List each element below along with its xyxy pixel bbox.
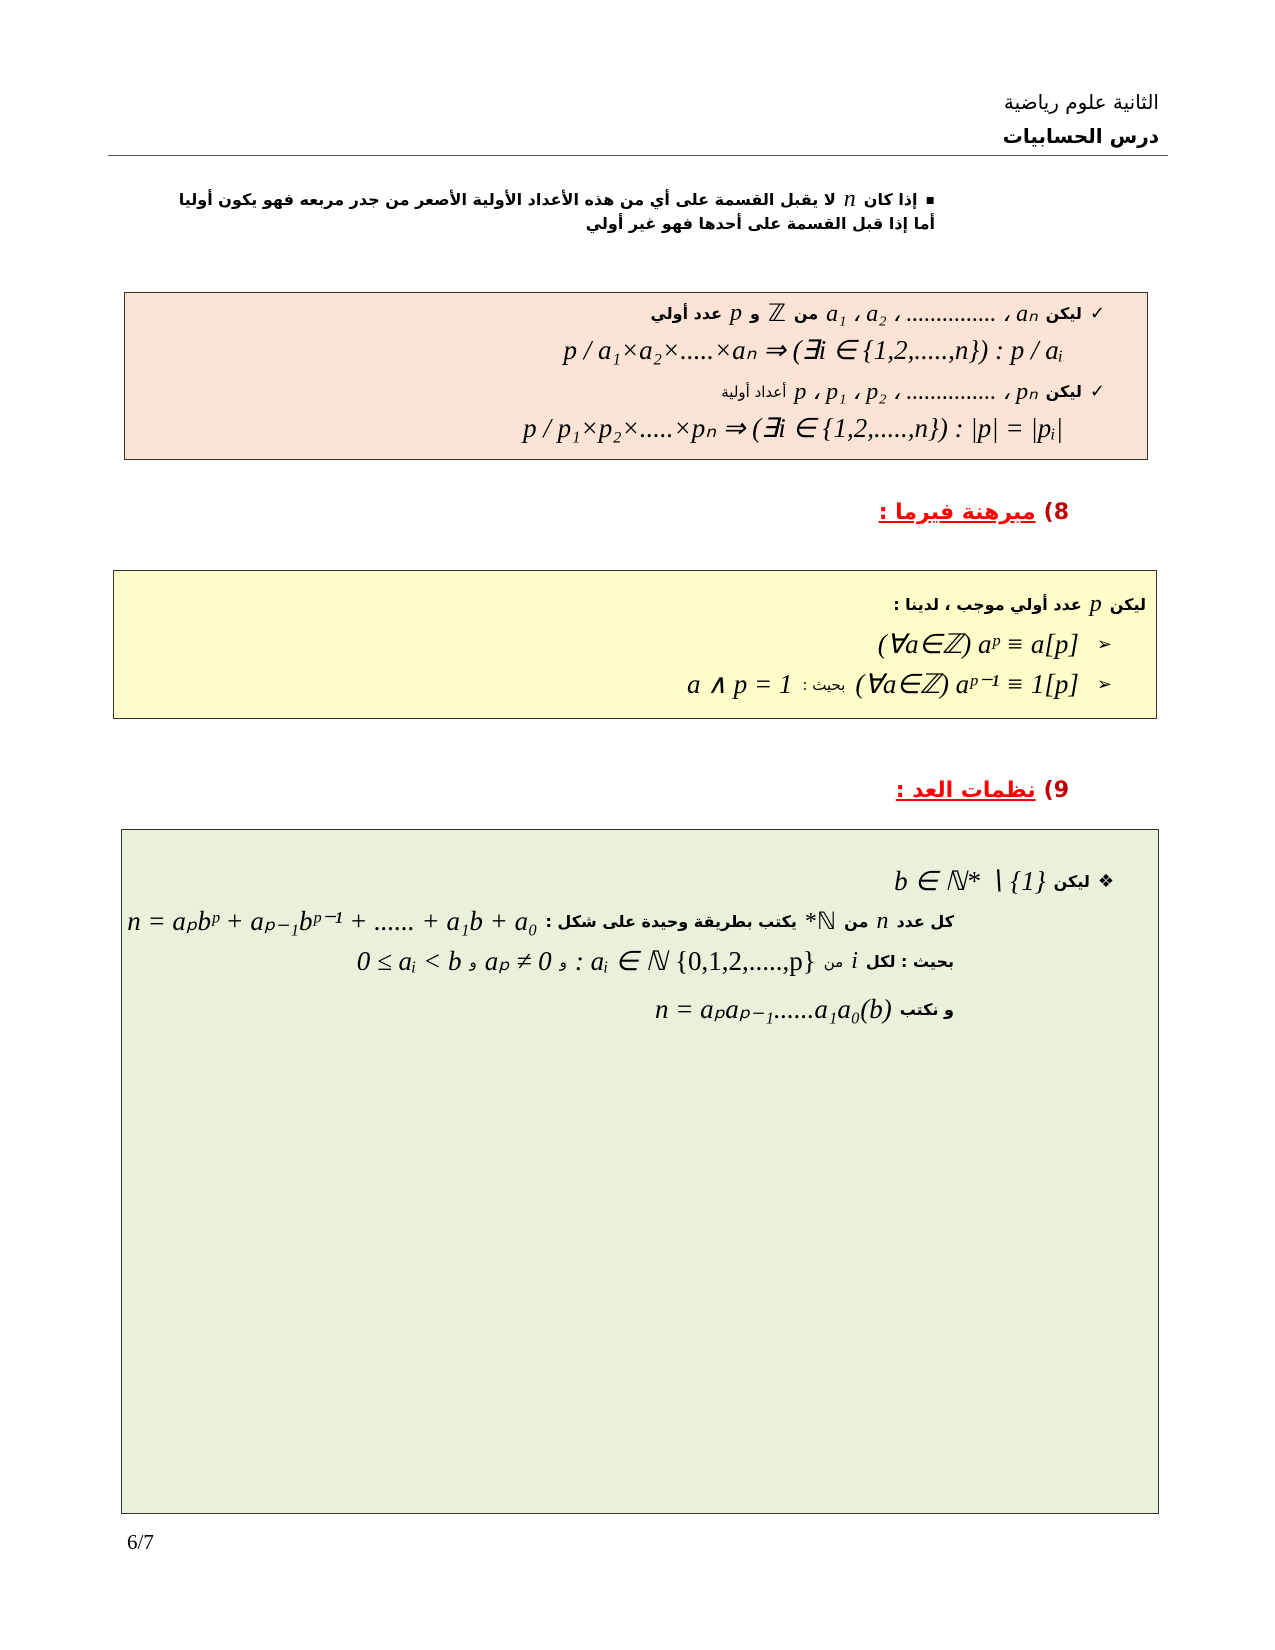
box1-vars-p: p ، p₁ ، p₂ ، ............... ، pₙ — [794, 379, 1038, 405]
section-9-number: 9) — [1043, 778, 1069, 803]
bullet-text-a: إذا كان — [863, 190, 918, 209]
box2-intro-rest: عدد أولي موجب ، لدينا : — [893, 595, 1082, 614]
box1-let: ليكن — [1045, 304, 1082, 323]
box3-we-write: و نكتب — [899, 1000, 954, 1019]
arrow-bullet-icon: ➢ — [1096, 674, 1112, 695]
section-8-heading — [879, 500, 1069, 525]
box3-row-4 — [655, 994, 954, 1025]
box1-let-2: ليكن — [1045, 382, 1082, 401]
square-bullet-icon: ▪ — [925, 191, 935, 208]
box2-formula-2-row — [687, 669, 1112, 700]
digit-set: {0,1,2,.....,p} — [675, 946, 816, 976]
fermat-formula-2: (∀a∈ℤ) aᵖ⁻¹ ≡ 1[p] — [855, 669, 1079, 699]
box1-primes-label: أعداد أولية — [721, 382, 787, 401]
check-icon: ✓ — [1089, 381, 1105, 402]
arrow-bullet-icon: ➢ — [1096, 634, 1112, 655]
property-box-primes — [124, 292, 1148, 460]
box1-vars-a: a₁ ، a₂ ، ............... ، aₙ — [826, 301, 1038, 327]
box2-let: ليكن — [1109, 595, 1146, 614]
box1-row-3 — [721, 377, 1105, 406]
box3-let: ليكن — [1053, 872, 1090, 891]
box2-p: p — [1089, 591, 1102, 617]
box3-and-2: و — [469, 952, 477, 971]
box1-formula-1 — [564, 335, 1064, 366]
bullet-text-b: لا يقبل القسمة على أي من هذه الأعداد الأولية الأصعر من جدر مربعه فهو يكون أوليا — [178, 190, 836, 209]
section-9-heading — [896, 778, 1069, 803]
digit-condition-2: aₚ ≠ 0 — [484, 946, 552, 976]
box1-and: و — [750, 304, 760, 323]
diamond-bullet-icon: ❖ — [1097, 871, 1114, 892]
box3-written: يكتب بطريقة وحيدة على شكل : — [545, 912, 797, 931]
fermat-theorem-box — [113, 570, 1157, 719]
box3-such: بحيث : لكل — [865, 952, 954, 971]
box1-Z: ℤ — [767, 301, 786, 327]
box3-from-2: من — [823, 952, 844, 971]
box1-formula-2 — [523, 413, 1063, 444]
box2-intro — [893, 591, 1146, 618]
box3-n: n — [876, 908, 889, 934]
box3-i: i — [851, 948, 858, 974]
box3-Nstar: ℕ* — [804, 909, 837, 935]
box1-p: p — [730, 300, 743, 326]
section-9-title: نظمات العد : — [895, 778, 1036, 803]
base-expansion: n = aₚbᵖ + aₚ₋₁bᵖ⁻¹ + ...... + a₁b + a₀ — [127, 906, 538, 936]
base-set: b ∈ ℕ* ∖ {1} — [894, 866, 1046, 896]
bullet-text-c: أما إذا قبل القسمة على أحدها فهو غير أولي — [585, 214, 935, 233]
check-icon: ✓ — [1089, 303, 1105, 324]
digit-condition-3: 0 ≤ aᵢ < b — [356, 946, 462, 976]
base-notation: n = aₚaₚ₋₁......a₁a₀(b) — [654, 994, 892, 1024]
box3-row-3 — [357, 946, 954, 977]
lesson-title: درس الحسابيات — [1002, 124, 1159, 148]
box3-and-1: و — [559, 952, 567, 971]
gauss-formula-1: p / a₁×a₂×.....×aₙ ⇒ (∃i ∈ {1,2,.....,n}) : p / aᵢ — [563, 335, 1063, 365]
box3-row-1 — [894, 866, 1114, 897]
box1-from: من — [793, 304, 819, 323]
bullet-line-2 — [586, 214, 935, 233]
section-8-title: مبرهنة فيرما : — [878, 500, 1036, 525]
fermat-formula-1: (∀a∈ℤ) aᵖ ≡ a[p] — [877, 629, 1079, 659]
box2-such-that: بحيث : — [802, 675, 846, 694]
page-number: 6/7 — [127, 1530, 154, 1554]
bullet-line-1 — [179, 186, 935, 213]
box3-row-2 — [127, 906, 954, 937]
box3-from: من — [844, 912, 869, 931]
numeration-systems-box — [121, 829, 1159, 1514]
box3-every: كل عدد — [896, 912, 954, 931]
bullet-var-n: n — [843, 186, 856, 212]
digit-condition-1: : aᵢ ∈ ℕ — [574, 946, 668, 976]
box1-row-1 — [650, 299, 1105, 328]
box2-formula-1-row — [878, 629, 1112, 660]
section-8-number: 8) — [1043, 500, 1069, 525]
box1-prime: عدد أولي — [650, 304, 723, 323]
gauss-formula-2: p / p₁×p₂×.....×pₙ ⇒ (∃i ∈ {1,2,.....,n}) : |p| = |pᵢ| — [523, 413, 1063, 443]
fermat-condition: a ∧ p = 1 — [686, 669, 793, 699]
header-divider — [108, 155, 1168, 156]
document-level: الثانية علوم رياضية — [1003, 90, 1159, 114]
